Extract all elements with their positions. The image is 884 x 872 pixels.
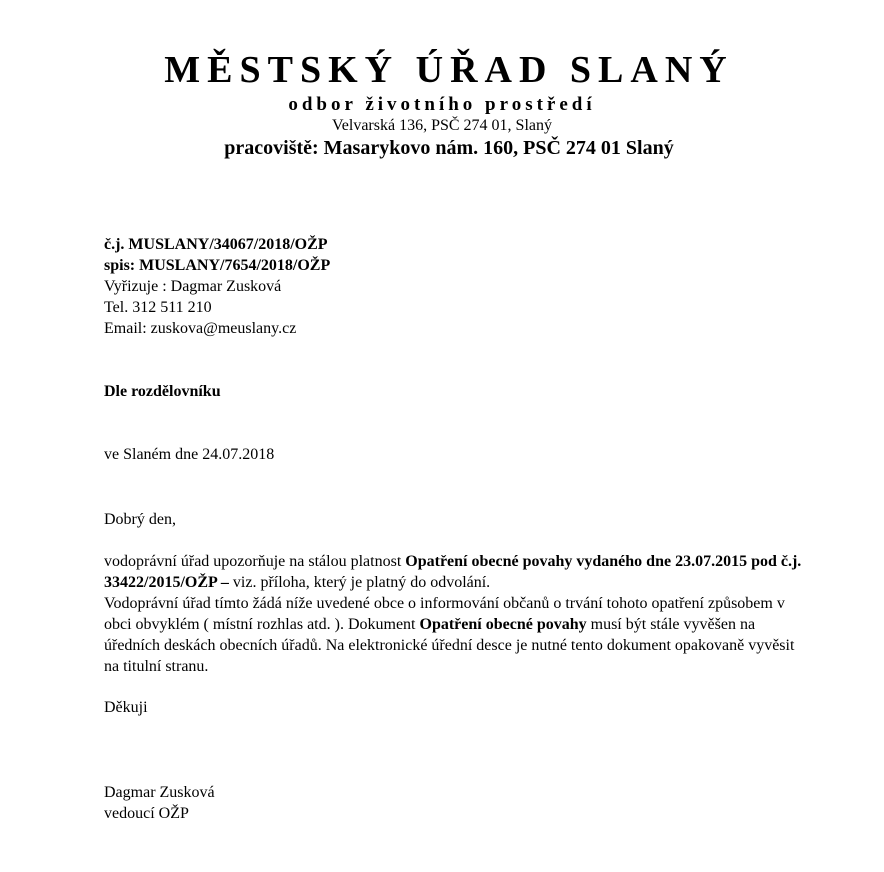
email: Email: zuskova@meuslany.cz bbox=[104, 320, 297, 337]
office-name: MĚSTSKÝ ÚŘAD SLANÝ bbox=[164, 49, 734, 91]
body-p1-text-c: viz. příloha, který je platný do odvolání. bbox=[228, 574, 491, 591]
body-p1-text-a: vodoprávní úřad upozorňuje na stálou platnost bbox=[104, 553, 406, 570]
handled-by: Vyřizuje : Dagmar Zusková bbox=[104, 278, 282, 295]
letter-date: ve Slaném dne 24.07.2018 bbox=[104, 446, 275, 463]
letter-body bbox=[104, 551, 804, 677]
greeting: Dobrý den, bbox=[104, 511, 176, 528]
office-address: Velvarská 136, PSČ 274 01, Slaný bbox=[332, 117, 552, 134]
signer-role: vedoucí OŽP bbox=[104, 805, 189, 822]
body-p2-text-c: musí být stále vyvěšen na úředních deskách obecních úřadů. Na elektronické úřední desce je nutné tento dokument opakovaně vyvěsit na titulní stranu. bbox=[104, 616, 795, 675]
body-paragraph-1 bbox=[104, 551, 804, 593]
thanks: Děkuji bbox=[104, 699, 148, 716]
signer-name: Dagmar Zusková bbox=[104, 784, 215, 801]
department-name: odbor životního prostředí bbox=[288, 94, 596, 115]
body-p2-text-a: Vodoprávní úřad tímto žádá níže uvedené obce o informování občanů o trvání tohoto opatření způsobem v obci obvyklém ( místní rozhlas atd. ). Dokument bbox=[104, 595, 785, 633]
file-number: spis: MUSLANY/7654/2018/OŽP bbox=[104, 257, 331, 274]
reference-block bbox=[104, 234, 330, 339]
body-paragraph-2 bbox=[104, 593, 804, 677]
phone: Tel. 312 511 210 bbox=[104, 299, 212, 316]
workplace-address: pracoviště: Masarykovo nám. 160, PSČ 274 01 Slaný bbox=[224, 137, 674, 159]
signature-block bbox=[104, 782, 215, 824]
recipient: Dle rozdělovníku bbox=[104, 383, 221, 400]
body-p2-decree: Opatření obecné povahy bbox=[419, 616, 587, 633]
body-p1-decree: Opatření obecné povahy vydaného dne 23.07.2015 pod č.j. 33422/2015/OŽP – bbox=[104, 553, 802, 591]
case-number: č.j. MUSLANY/34067/2018/OŽP bbox=[104, 236, 328, 253]
letterhead bbox=[0, 48, 884, 160]
